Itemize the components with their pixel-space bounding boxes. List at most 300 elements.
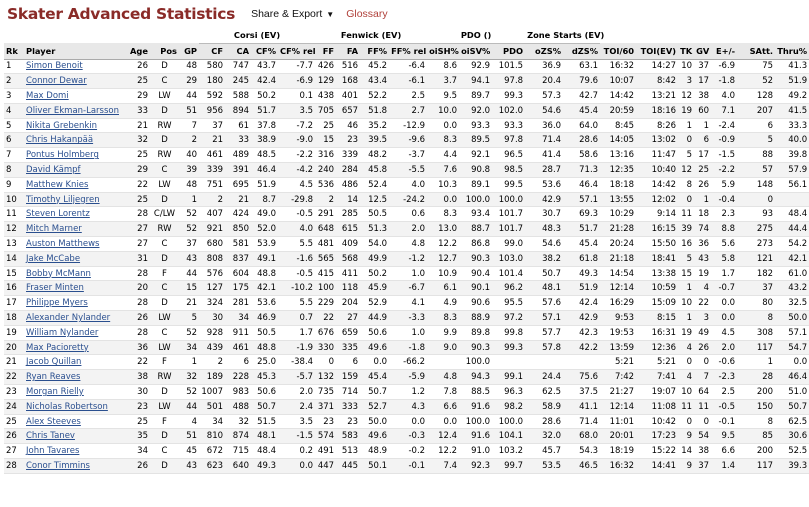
table-cell: 52	[179, 207, 199, 222]
table-cell: 97.2	[492, 311, 525, 326]
table-cell: 64	[694, 385, 711, 400]
table-cell: LW	[150, 177, 179, 192]
table-cell: F	[150, 266, 179, 281]
player-link[interactable]: Philippe Myers	[24, 296, 127, 311]
column-header-oish[interactable]: oiSH%	[427, 43, 459, 59]
table-cell: -4.2	[278, 163, 315, 178]
share-export-menu[interactable]	[251, 8, 334, 20]
player-link[interactable]: Jake McCabe	[24, 251, 127, 266]
table-cell: 333	[336, 399, 360, 414]
table-cell: 127	[199, 281, 225, 296]
table-cell: 0	[694, 355, 711, 370]
table-cell: 8.6	[427, 59, 459, 74]
table-cell: 28.6	[525, 414, 563, 429]
table-cell: 129	[315, 74, 336, 89]
table-cell: 102.0	[492, 103, 525, 118]
table-cell: 30	[127, 385, 150, 400]
table-cell: 11	[678, 399, 694, 414]
table-cell: 7.4	[427, 459, 459, 474]
table-cell: 64.0	[563, 118, 600, 133]
table-cell: 34	[179, 340, 199, 355]
column-header-ff-rel[interactable]: FF% rel	[389, 43, 427, 59]
table-cell: 62.5	[525, 385, 563, 400]
table-cell: 32	[179, 370, 199, 385]
table-cell: 42.4	[251, 74, 278, 89]
table-cell: 51	[179, 429, 199, 444]
table-cell: 0	[315, 355, 336, 370]
table-cell: 1	[4, 59, 24, 74]
table-cell: 52	[737, 74, 775, 89]
table-cell: 27	[336, 311, 360, 326]
column-header-dzs[interactable]: dZS%	[563, 43, 600, 59]
table-cell: 54.6	[525, 103, 563, 118]
table-cell: 207	[737, 103, 775, 118]
table-cell: LW	[150, 399, 179, 414]
player-link[interactable]: Mitch Marner	[24, 222, 127, 237]
table-cell: 54.0	[360, 237, 389, 252]
table-cell: 921	[199, 222, 225, 237]
table-cell: 50.7	[775, 399, 809, 414]
column-header-cf-rel[interactable]: CF% rel	[278, 43, 315, 59]
table-cell: 200	[737, 385, 775, 400]
table-cell: 4.0	[278, 222, 315, 237]
table-row	[4, 429, 809, 444]
table-cell: 40	[179, 148, 199, 163]
column-header-toi-60[interactable]: TOI/60	[600, 43, 636, 59]
table-cell: 57.3	[525, 89, 563, 104]
table-cell: 7	[694, 370, 711, 385]
player-link[interactable]: David Kämpf	[24, 163, 127, 178]
table-cell: 23	[4, 385, 24, 400]
table-row	[4, 325, 809, 340]
table-cell: 273	[737, 237, 775, 252]
table-cell: 928	[199, 325, 225, 340]
table-cell: 12.5	[360, 192, 389, 207]
table-cell: 8.8	[711, 222, 737, 237]
zone-starts-group-header: Zone Starts (EV)	[525, 28, 600, 43]
table-row	[4, 340, 809, 355]
table-cell: 49.1	[251, 251, 278, 266]
table-cell: 1	[179, 192, 199, 207]
player-link[interactable]: William Nylander	[24, 325, 127, 340]
column-header-oisv[interactable]: oiSV%	[459, 43, 492, 59]
table-cell: 50.6	[360, 325, 389, 340]
table-cell: 57.1	[563, 192, 600, 207]
table-cell: 5	[678, 251, 694, 266]
table-cell: 18:18	[600, 177, 636, 192]
table-cell: 38	[694, 444, 711, 459]
table-cell: 411	[336, 266, 360, 281]
table-cell: 536	[315, 177, 336, 192]
table-cell: 4.8	[427, 370, 459, 385]
column-header-fa[interactable]: FA	[336, 43, 360, 59]
table-cell: 17	[4, 296, 24, 311]
table-cell: 90.4	[459, 266, 492, 281]
column-header-cf[interactable]: CF	[199, 43, 225, 59]
table-cell: -3.7	[389, 148, 427, 163]
table-cell: 7.8	[427, 385, 459, 400]
table-cell: 50.7	[360, 385, 389, 400]
table-cell: 874	[225, 429, 251, 444]
table-cell: 676	[315, 325, 336, 340]
table-cell: 13:21	[636, 89, 678, 104]
table-cell: 9	[4, 177, 24, 192]
table-cell: 461	[225, 340, 251, 355]
table-cell: 285	[336, 207, 360, 222]
table-cell: 1.0	[389, 266, 427, 281]
table-cell: 92.1	[459, 148, 492, 163]
table-cell: 339	[336, 148, 360, 163]
table-cell: -2.2	[711, 163, 737, 178]
table-cell: 1	[678, 118, 694, 133]
player-link[interactable]: Jacob Quillan	[24, 355, 127, 370]
table-cell: 45.9	[360, 281, 389, 296]
table-row	[4, 459, 809, 474]
table-cell: 3.5	[278, 414, 315, 429]
table-cell: 6	[694, 133, 711, 148]
table-cell: 7	[4, 148, 24, 163]
table-cell: 51.0	[775, 385, 809, 400]
table-cell: 28	[127, 325, 150, 340]
table-cell: 911	[225, 325, 251, 340]
table-cell: 96.2	[492, 281, 525, 296]
table-cell: -0.6	[711, 355, 737, 370]
table-cell: 37	[179, 237, 199, 252]
table-cell: 9:53	[600, 311, 636, 326]
table-cell: C	[150, 237, 179, 252]
table-cell: 25	[694, 163, 711, 178]
table-cell: 308	[737, 325, 775, 340]
table-cell: 11	[4, 207, 24, 222]
player-link[interactable]: Chris Tanev	[24, 429, 127, 444]
player-link[interactable]: Auston Matthews	[24, 237, 127, 252]
table-cell: 8	[737, 414, 775, 429]
table-row	[4, 192, 809, 207]
table-cell: 6.1	[427, 281, 459, 296]
table-cell: 17	[694, 148, 711, 163]
player-link[interactable]: Ryan Reaves	[24, 370, 127, 385]
table-cell: 10	[678, 296, 694, 311]
table-cell: 324	[199, 296, 225, 311]
table-cell: 21	[199, 133, 225, 148]
table-cell: 9.9	[427, 325, 459, 340]
table-cell: 74	[694, 222, 711, 237]
table-cell: 12.4	[427, 429, 459, 444]
table-cell: D	[150, 459, 179, 474]
column-header-ozs[interactable]: oZS%	[525, 43, 563, 59]
table-cell: 11	[678, 207, 694, 222]
table-cell: 837	[225, 251, 251, 266]
table-cell: 88.5	[459, 385, 492, 400]
table-cell: 5	[737, 133, 775, 148]
page-header	[0, 0, 800, 28]
player-link[interactable]: Simon Benoit	[24, 59, 127, 74]
table-cell: 4	[4, 103, 24, 118]
table-cell: 461	[199, 148, 225, 163]
table-cell: 13:16	[600, 148, 636, 163]
table-cell: 20	[127, 281, 150, 296]
table-cell: 21	[179, 296, 199, 311]
table-cell: 14	[4, 251, 24, 266]
table-cell: -2.2	[278, 148, 315, 163]
player-link[interactable]: Alexander Nylander	[24, 311, 127, 326]
table-cell: 46.4	[775, 370, 809, 385]
table-cell: C	[150, 281, 179, 296]
table-cell: 32	[127, 133, 150, 148]
table-cell: 36	[694, 237, 711, 252]
table-cell: 26	[127, 59, 150, 74]
table-cell: 581	[225, 237, 251, 252]
table-cell: 7.6	[427, 163, 459, 178]
table-cell: 43	[694, 251, 711, 266]
table-cell: 2.5	[389, 89, 427, 104]
table-cell: 2.7	[389, 103, 427, 118]
table-row	[4, 281, 809, 296]
table-cell: 30.6	[775, 429, 809, 444]
table-cell: -1.5	[711, 148, 737, 163]
player-link[interactable]: Max Pacioretty	[24, 340, 127, 355]
table-cell	[525, 355, 563, 370]
table-cell: 8	[678, 177, 694, 192]
table-cell: 747	[225, 59, 251, 74]
column-header-tk[interactable]: TK	[678, 43, 694, 59]
table-cell: 574	[315, 429, 336, 444]
table-cell: -0.2	[389, 444, 427, 459]
table-cell: 983	[225, 385, 251, 400]
column-header-gv[interactable]: GV	[694, 43, 711, 59]
player-link[interactable]: Oliver Ekman-Larsson	[24, 103, 127, 118]
table-cell: 14	[336, 192, 360, 207]
table-cell: 0	[678, 355, 694, 370]
column-header-satt[interactable]: SAtt.	[737, 43, 775, 59]
table-cell: 45.3	[251, 370, 278, 385]
table-cell: 39	[179, 163, 199, 178]
column-header-ff[interactable]: FF	[315, 43, 336, 59]
table-cell: 0.0	[389, 414, 427, 429]
column-group-row	[4, 28, 809, 43]
table-cell: 23	[336, 133, 360, 148]
column-header-pos[interactable]: Pos	[150, 43, 179, 59]
table-cell: 371	[315, 399, 336, 414]
table-cell: 22	[315, 311, 336, 326]
table-cell: 37	[694, 459, 711, 474]
table-cell: 21	[4, 355, 24, 370]
table-cell: LW	[150, 311, 179, 326]
table-cell: 491	[315, 444, 336, 459]
table-row	[4, 59, 809, 74]
table-cell: -0.9	[711, 133, 737, 148]
table-cell: 735	[315, 385, 336, 400]
table-cell: 58.6	[563, 148, 600, 163]
table-cell: 6	[225, 355, 251, 370]
table-cell: 659	[336, 325, 360, 340]
table-cell: 0.0	[775, 355, 809, 370]
table-cell: 6	[737, 118, 775, 133]
player-link[interactable]: Nikita Grebenkin	[24, 118, 127, 133]
table-row	[4, 103, 809, 118]
table-cell: 22	[694, 296, 711, 311]
player-link[interactable]: Chris Hakanpää	[24, 133, 127, 148]
column-header-rk[interactable]: Rk	[4, 43, 24, 59]
table-cell: 32.5	[775, 296, 809, 311]
table-cell: 52.5	[775, 444, 809, 459]
column-header-player[interactable]: Player	[24, 43, 127, 59]
table-cell: 5	[678, 148, 694, 163]
table-cell: 14:27	[636, 59, 678, 74]
table-row	[4, 414, 809, 429]
table-cell: 2.0	[711, 340, 737, 355]
table-cell: 15	[315, 133, 336, 148]
column-header-e[interactable]: E+/-	[711, 43, 737, 59]
table-cell: 54	[694, 429, 711, 444]
table-cell: 36.0	[525, 118, 563, 133]
player-link[interactable]: Morgan Rielly	[24, 385, 127, 400]
table-cell: -38.4	[278, 355, 315, 370]
table-cell: 0.0	[427, 414, 459, 429]
column-header-row	[4, 43, 809, 59]
column-header-gp[interactable]: GP	[179, 43, 199, 59]
table-cell: 15:22	[636, 444, 678, 459]
table-cell: 37	[199, 118, 225, 133]
table-cell: 438	[315, 89, 336, 104]
table-cell: 12.7	[427, 251, 459, 266]
table-cell: 25.0	[251, 355, 278, 370]
column-header-age[interactable]: Age	[127, 43, 150, 59]
table-cell: 57.1	[525, 311, 563, 326]
player-link[interactable]: Fraser Minten	[24, 281, 127, 296]
table-cell: 63.1	[563, 59, 600, 74]
table-cell: 21:28	[600, 222, 636, 237]
table-cell: 48.3	[525, 222, 563, 237]
table-cell: 36	[127, 340, 150, 355]
table-cell: 96.3	[492, 385, 525, 400]
table-cell: F	[150, 355, 179, 370]
table-cell: 10.3	[427, 177, 459, 192]
player-link[interactable]: Pontus Holmberg	[24, 148, 127, 163]
table-cell: 4.8	[389, 237, 427, 252]
table-cell: 99.3	[492, 340, 525, 355]
table-cell: 45.4	[563, 237, 600, 252]
table-cell: 91.6	[459, 399, 492, 414]
table-cell: 90.1	[459, 281, 492, 296]
table-cell: 28	[737, 370, 775, 385]
column-header-thru[interactable]: Thru%	[775, 43, 809, 59]
table-cell: 6	[4, 133, 24, 148]
table-cell: 13:55	[600, 192, 636, 207]
table-cell: 5	[179, 311, 199, 326]
column-header-ca[interactable]: CA	[225, 43, 251, 59]
table-cell: 33	[225, 133, 251, 148]
table-cell: 21:27	[600, 385, 636, 400]
table-cell: 99.5	[492, 177, 525, 192]
table-cell: 8	[4, 163, 24, 178]
table-cell: 51.3	[360, 222, 389, 237]
table-cell: 38	[127, 370, 150, 385]
table-cell: 50.7	[525, 266, 563, 281]
table-cell: 49.3	[563, 266, 600, 281]
table-cell: -0.3	[389, 429, 427, 444]
table-cell: 41.5	[775, 103, 809, 118]
column-header-toi-ev[interactable]: TOI(EV)	[636, 43, 678, 59]
table-cell: 0.0	[711, 311, 737, 326]
table-row	[4, 89, 809, 104]
table-cell: 35.2	[360, 118, 389, 133]
table-row	[4, 251, 809, 266]
table-cell: 5.8	[711, 251, 737, 266]
column-header-pdo[interactable]: PDO	[492, 43, 525, 59]
table-cell: D	[150, 429, 179, 444]
player-link[interactable]: Nicholas Robertson	[24, 399, 127, 414]
table-cell: D	[150, 103, 179, 118]
table-cell: 85	[737, 429, 775, 444]
player-link[interactable]: Steven Lorentz	[24, 207, 127, 222]
table-cell: -66.2	[389, 355, 427, 370]
glossary-link[interactable]: Glossary	[346, 8, 388, 20]
table-cell: 100.0	[459, 192, 492, 207]
table-cell: 20:59	[600, 103, 636, 118]
player-link[interactable]: Bobby McMann	[24, 266, 127, 281]
table-cell: 424	[225, 207, 251, 222]
table-row	[4, 133, 809, 148]
table-cell: 54.3	[563, 444, 600, 459]
player-link[interactable]: Max Domi	[24, 89, 127, 104]
table-cell: LW	[150, 340, 179, 355]
table-cell: 26	[694, 177, 711, 192]
table-cell: 53.6	[525, 177, 563, 192]
table-cell: 71.4	[525, 133, 563, 148]
table-cell: 12.2	[427, 237, 459, 252]
player-link[interactable]: Connor Dewar	[24, 74, 127, 89]
column-header-ff[interactable]: FF%	[360, 43, 389, 59]
player-link[interactable]: Conor Timmins	[24, 459, 127, 474]
table-cell: 57	[737, 163, 775, 178]
table-cell: 16:31	[636, 325, 678, 340]
player-link[interactable]: Timothy Liljegren	[24, 192, 127, 207]
table-row	[4, 444, 809, 459]
table-cell: 407	[199, 207, 225, 222]
table-cell: 37.5	[563, 385, 600, 400]
table-cell: -2.3	[711, 370, 737, 385]
table-cell: 6.6	[711, 444, 737, 459]
table-cell: 12.2	[427, 444, 459, 459]
table-cell: 10:59	[636, 281, 678, 296]
table-cell: 12	[4, 222, 24, 237]
table-cell: 715	[225, 444, 251, 459]
table-cell: 2.0	[278, 385, 315, 400]
column-header-cf[interactable]: CF%	[251, 43, 278, 59]
table-cell: 46.9	[251, 311, 278, 326]
player-link[interactable]: Matthew Knies	[24, 177, 127, 192]
table-cell: 68.0	[563, 429, 600, 444]
table-cell: 240	[315, 163, 336, 178]
table-cell: 1.7	[278, 325, 315, 340]
table-cell: 19:53	[600, 325, 636, 340]
table-cell: 99.0	[492, 237, 525, 252]
table-cell: 16:15	[636, 222, 678, 237]
table-cell: 8.7	[251, 192, 278, 207]
player-link[interactable]: John Tavares	[24, 444, 127, 459]
table-cell: 9.5	[711, 429, 737, 444]
table-cell: 18	[694, 207, 711, 222]
player-link[interactable]: Alex Steeves	[24, 414, 127, 429]
table-cell: 30.7	[525, 207, 563, 222]
table-cell: 42.7	[563, 89, 600, 104]
table-cell: 12:14	[600, 399, 636, 414]
table-cell: 13.0	[427, 222, 459, 237]
table-cell: 50.2	[360, 266, 389, 281]
table-cell: 99.3	[492, 89, 525, 104]
table-cell: 1	[678, 311, 694, 326]
